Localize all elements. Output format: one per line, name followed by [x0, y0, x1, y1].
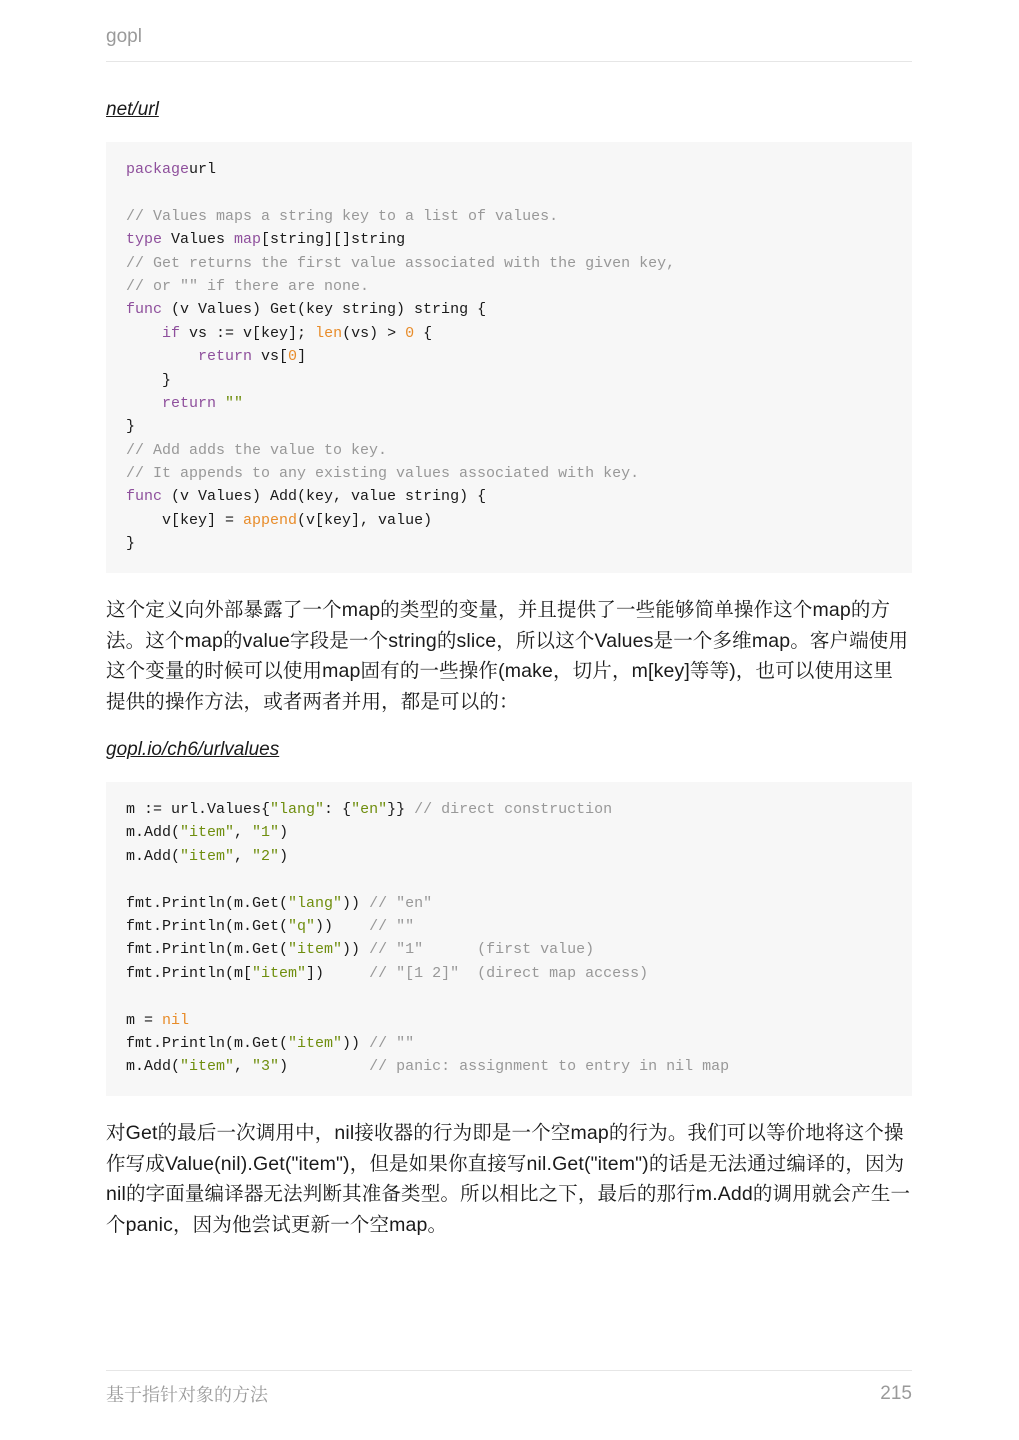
code-token: } [126, 418, 136, 436]
code-token: // "[1 2]" (direct map access) [369, 964, 649, 982]
code-line [126, 462, 912, 485]
code-token: { [414, 324, 433, 342]
code-token [360, 895, 369, 912]
code-token: fmt.Println(m.Get( [126, 1034, 289, 1052]
code-token: } [126, 371, 172, 389]
paragraph-values-description: 这个定义向外部暴露了一个map的类型的变量，并且提供了一些能够简单操作这个map的方法。这个map的value字段是一个string的slice，所以这个Values是一个多维map。客户端使用这个变量的时候可以使用map固有的一些操作(make，切片，m[key]等等)，也可以使用这里提供的操作方法，或者两者并用，都是可以的： [106, 599, 909, 713]
code-token: "item" [180, 1058, 235, 1076]
code-token: // Get returns the first value associated with the given key, [126, 254, 676, 272]
code-token: m.Add( [126, 1058, 181, 1076]
code-token: "2" [252, 847, 280, 865]
code-token: , [234, 824, 253, 842]
code-token: "item" [180, 847, 235, 865]
code-line [126, 322, 912, 345]
code-block-urlvalues [106, 782, 912, 1096]
code-token [360, 1035, 369, 1052]
code-line [126, 205, 912, 228]
code-token: (vs) > [342, 324, 406, 342]
code-token: (v Values) Add(key, value string) { [162, 488, 487, 506]
code-token: func [126, 488, 163, 506]
code-token: // "1" (first value) [369, 941, 595, 959]
code-token: , [234, 847, 253, 865]
code-token [360, 941, 369, 958]
code-token: )) [342, 941, 361, 959]
code-token: ) [279, 847, 289, 865]
code-token: v[key] = [126, 511, 244, 529]
code-token: // panic: assignment to entry in nil map [369, 1058, 730, 1076]
code-token: type [126, 231, 163, 249]
code-token: "item" [288, 1034, 343, 1052]
code-line [126, 1055, 912, 1078]
code-token [126, 325, 162, 342]
page-header [106, 24, 912, 62]
code-token: "q" [288, 917, 316, 935]
code-token: )) [342, 1034, 361, 1052]
code-token: // "" [369, 917, 415, 935]
code-token: if [162, 324, 181, 342]
code-line [126, 485, 912, 508]
code-token: vs[ [252, 348, 289, 366]
code-line [126, 962, 912, 985]
code-token: nil [162, 1011, 190, 1029]
code-token: m := url.Values{ [126, 801, 271, 818]
code-line [126, 509, 912, 532]
code-line [126, 181, 912, 204]
chapter-section-title: 基于指针对象的方法 [106, 1385, 268, 1405]
code-line [126, 392, 912, 415]
code-token: // Values maps a string key to a list of values. [126, 207, 559, 225]
code-token: (v[key], value) [297, 511, 433, 529]
code-token [288, 1058, 369, 1075]
code-token: return [162, 394, 217, 412]
code-token: "item" [288, 941, 343, 959]
page-footer [106, 1370, 912, 1405]
code-line [126, 532, 912, 555]
code-token [126, 348, 198, 365]
code-token: : { [324, 801, 352, 818]
code-line [126, 228, 912, 251]
code-token: vs := v[key]; [180, 324, 316, 342]
code-token: (v Values) Get(key string) string { [162, 301, 487, 319]
code-block-net-url [106, 142, 912, 573]
code-token: "" [225, 394, 244, 412]
code-line [126, 275, 912, 298]
code-line [126, 915, 912, 938]
code-token: Values [162, 231, 235, 249]
code-token: // "en" [369, 894, 433, 912]
code-token: fmt.Println(m.Get( [126, 894, 289, 912]
code-token: // direct construction [414, 801, 613, 818]
code-line [126, 1032, 912, 1055]
code-token: len [315, 324, 343, 342]
source-title-net-url[interactable]: net/url [106, 99, 159, 120]
code-token: ) [279, 1058, 289, 1076]
code-token: ] [297, 348, 307, 366]
code-token: fmt.Println(m[ [126, 964, 253, 982]
code-token: "3" [252, 1058, 280, 1076]
code-token: , [234, 1058, 253, 1076]
code-token: ) [279, 824, 289, 842]
code-token: url [189, 161, 217, 178]
code-token: 0 [288, 348, 298, 366]
paragraph-nil-receiver: 对Get的最后一次调用中，nil接收器的行为即是一个空map的行为。我们可以等价地将这个操作写成Value(nil).Get("item")，但是如果你直接写nil.Get("item")的话是无法通过编译的，因为nil的字面量编译器无法判断其准备类型。所以相比之下，最后的那行m.Add的调用就会产生一个panic，因为他尝试更新一个空map。 [106, 1122, 911, 1236]
code-line [126, 345, 912, 368]
code-line [126, 252, 912, 275]
code-line [126, 415, 912, 438]
code-token: // or "" if there are none. [126, 277, 370, 295]
code-line [126, 845, 912, 868]
code-line [126, 439, 912, 462]
code-token: return [198, 348, 253, 366]
code-line [126, 868, 912, 891]
code-token: } [126, 535, 136, 553]
code-line [126, 298, 912, 321]
code-line [126, 1009, 912, 1032]
code-line [126, 985, 912, 1008]
code-token: "lang" [270, 801, 325, 818]
code-token: "lang" [288, 894, 343, 912]
code-token: "en" [351, 801, 388, 818]
code-token: append [243, 511, 298, 529]
code-token: 0 [405, 324, 415, 342]
code-token: m = [126, 1011, 163, 1029]
code-token: fmt.Println(m.Get( [126, 941, 289, 959]
code-token [324, 965, 369, 982]
code-token: func [126, 301, 163, 319]
code-token: "1" [252, 824, 280, 842]
code-line [126, 892, 912, 915]
code-token: // It appends to any existing values associated with key. [126, 465, 640, 483]
code-line [126, 158, 912, 181]
code-token: [string][]string [261, 231, 406, 249]
code-token: ]) [306, 964, 325, 982]
code-line [126, 369, 912, 392]
code-token: )) [315, 917, 334, 935]
code-token: fmt.Println(m.Get( [126, 917, 289, 935]
code-line [126, 938, 912, 961]
source-title-urlvalues[interactable]: gopl.io/ch6/urlvalues [106, 739, 280, 760]
code-token: m.Add( [126, 847, 181, 865]
code-token: // Add adds the value to key. [126, 441, 388, 459]
code-token [126, 395, 162, 412]
code-token: // "" [369, 1034, 415, 1052]
code-token: package [126, 161, 190, 178]
code-token [333, 918, 369, 935]
page-number: 215 [880, 1383, 912, 1404]
code-token: }} [387, 801, 415, 818]
code-line [126, 798, 912, 821]
code-token: )) [342, 894, 361, 912]
code-line [126, 821, 912, 844]
book-title: gopl [106, 26, 142, 47]
code-token: "item" [252, 964, 307, 982]
code-token: "item" [180, 824, 235, 842]
code-token [216, 395, 225, 412]
code-token: m.Add( [126, 824, 181, 842]
code-token: map [234, 231, 262, 249]
